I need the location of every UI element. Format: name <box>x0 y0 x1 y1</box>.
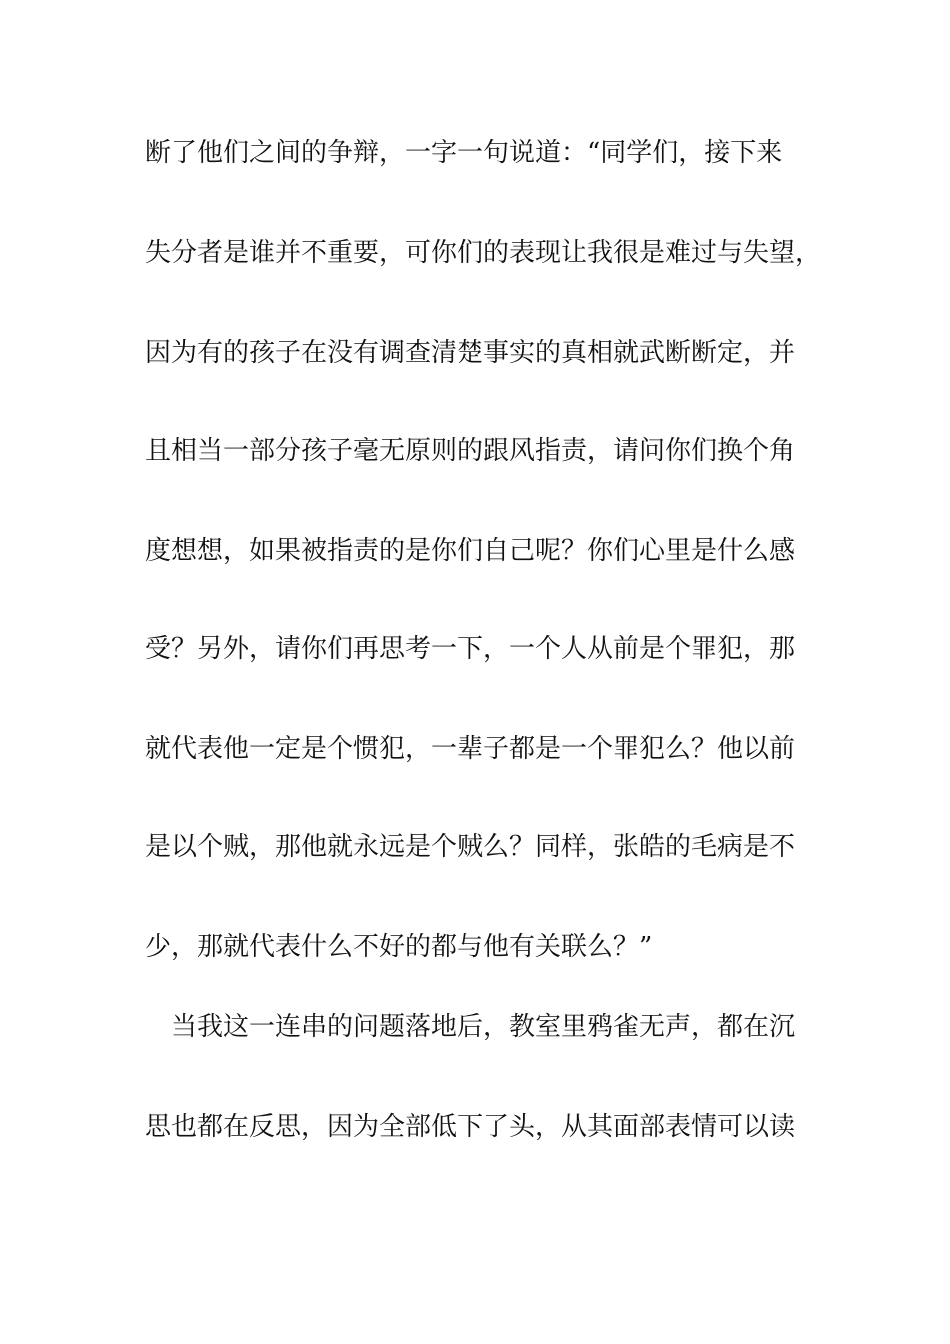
paragraph-start-line: 当我这一连串的问题落地后，教室里鸦雀无声，都在沉 <box>171 1012 796 1042</box>
text-line: 就代表他一定是个惯犯，一辈子都是一个罪犯么？他以前 <box>145 734 796 764</box>
text-line: 受？另外，请你们再思考一下，一个人从前是个罪犯，那 <box>145 634 796 664</box>
text-line: 失分者是谁并不重要，可你们的表现让我很是难过与失望， <box>145 238 822 268</box>
text-line: 是以个贼，那他就永远是个贼么？同样，张皓的毛病是不 <box>145 832 796 862</box>
text-line: 思也都在反思，因为全部低下了头，从其面部表情可以读 <box>145 1112 796 1142</box>
text-line: 断了他们之间的争辩，一字一句说道：“同学们，接下来 <box>145 138 783 168</box>
text-line: 且相当一部分孩子毫无原则的跟风指责，请问你们换个角 <box>145 436 796 466</box>
text-line: 度想想，如果被指责的是你们自己呢？你们心里是什么感 <box>145 536 796 566</box>
text-line: 因为有的孩子在没有调查清楚事实的真相就武断断定，并 <box>145 338 796 368</box>
text-line: 少，那就代表什么不好的都与他有关联么？” <box>145 932 653 962</box>
